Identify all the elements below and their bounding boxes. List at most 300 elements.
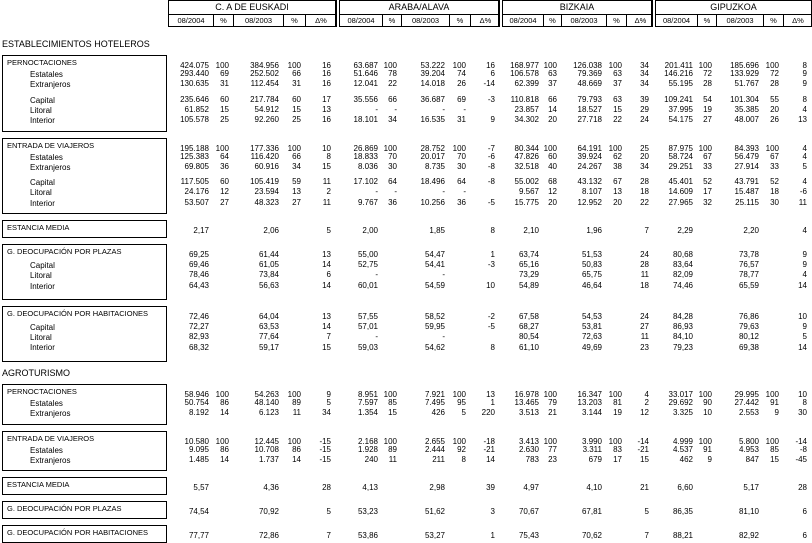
value-cell: 65,75 [581, 270, 602, 280]
value-cell: 16 [486, 61, 495, 70]
value-cell: 8.107 [581, 187, 602, 197]
row-label: Estatales [30, 152, 63, 162]
value-cell: 24 [640, 311, 649, 321]
row-label: Extranjeros [30, 80, 71, 90]
value-cell: 168.977 [510, 61, 539, 70]
value-cell: 6 [490, 69, 495, 78]
value-cell: 100 [383, 61, 397, 70]
value-cell: 34 [322, 408, 331, 418]
value-cell: 2,29 [677, 226, 693, 235]
value-cell: 10 [798, 390, 807, 399]
value-cell: 22 [388, 79, 397, 89]
value-cell: 7 [326, 332, 331, 342]
value-cell: 3 [490, 507, 495, 517]
value-cell: 8 [490, 226, 495, 235]
value-cell: 201.411 [664, 61, 693, 70]
value-cell: 23.857 [514, 104, 539, 114]
value-cell: 14 [548, 104, 557, 114]
value-cell: 783 [525, 454, 539, 464]
value-cell: 12.445 [254, 436, 279, 446]
value-cell: 51.646 [353, 69, 378, 78]
indicator-block [2, 244, 167, 300]
value-cell: 64 [457, 177, 466, 187]
value-cell: 80,12 [738, 332, 759, 342]
value-cell: 424.075 [180, 61, 209, 70]
value-cell: 5.800 [738, 436, 759, 446]
value-cell: 847 [745, 454, 759, 464]
value-cell: 1 [490, 531, 495, 541]
value-cell: 84.393 [734, 143, 759, 153]
indicator-block [2, 384, 167, 425]
value-cell: 29.995 [734, 390, 759, 399]
value-cell: 29.251 [668, 161, 693, 171]
value-cell: 30 [388, 161, 397, 171]
value-cell: 5 [326, 507, 331, 517]
value-cell: 10 [703, 408, 712, 418]
value-cell: 426 [431, 408, 445, 418]
value-cell: 10 [486, 280, 495, 290]
value-cell: 30 [798, 408, 807, 418]
value-cell: 67 [703, 151, 712, 161]
value-cell: 1.485 [188, 454, 209, 464]
value-cell: 28 [322, 483, 331, 493]
value-cell: 19 [703, 104, 712, 114]
region-header [168, 0, 336, 27]
value-cell: 89 [388, 444, 397, 454]
value-cell: 5 [326, 398, 331, 407]
value-cell: 52,75 [357, 260, 378, 269]
value-cell: 1 [490, 398, 495, 407]
block-label: ENTRADA DE VIAJEROS [7, 433, 95, 443]
value-cell: 12.041 [353, 79, 378, 89]
value-cell: 13.465 [514, 398, 539, 407]
value-cell: 11 [292, 408, 301, 418]
value-cell: 8.735 [424, 161, 445, 171]
value-cell: 34 [640, 69, 649, 78]
row-label: Capital [30, 322, 55, 332]
value-cell: 8.951 [357, 390, 378, 399]
value-cell: 14 [798, 280, 807, 290]
block-label: PERNOCTACIONES [7, 58, 77, 67]
value-cell: 100 [215, 390, 229, 399]
value-cell: 100 [287, 61, 301, 70]
value-cell: 2.655 [424, 436, 445, 446]
value-cell: -18 [483, 436, 495, 446]
section-title: AGROTURISMO [2, 368, 71, 378]
value-cell: 13 [486, 390, 495, 399]
value-cell: 63 [613, 69, 622, 78]
value-cell: 2,17 [193, 226, 209, 235]
row-label: Litoral [30, 271, 52, 281]
region-header [339, 0, 499, 27]
value-cell: -5 [487, 321, 495, 331]
value-cell: 105.419 [250, 177, 279, 187]
value-cell: 4 [802, 177, 807, 187]
value-cell: 18 [640, 280, 649, 290]
value-cell: 69.805 [184, 161, 209, 171]
block-label: G. DEOCUPACIÓN POR PLAZAS [7, 504, 122, 514]
value-cell: 18.101 [353, 115, 378, 125]
column-header: 08/2003 [402, 14, 450, 27]
value-cell: 63 [548, 69, 557, 78]
value-cell: 76,86 [738, 311, 759, 321]
value-cell: 20 [548, 115, 557, 125]
value-cell: 91 [703, 444, 712, 454]
value-cell: 4 [802, 143, 807, 153]
value-cell: 101.304 [730, 94, 759, 104]
value-cell: 61.852 [184, 104, 209, 114]
value-cell: 3.144 [581, 408, 602, 418]
row-label: Interior [30, 343, 55, 353]
value-cell: 2,98 [429, 483, 445, 493]
value-cell: 100 [765, 143, 779, 153]
value-cell: 12 [548, 187, 557, 197]
value-cell: 38 [613, 161, 622, 171]
value-cell: 14 [220, 408, 229, 418]
value-cell: 15 [322, 161, 331, 171]
column-header: 08/2004 [656, 14, 698, 27]
value-cell: 11 [798, 197, 807, 207]
value-cell: -6 [799, 187, 807, 197]
row-label: Interior [30, 198, 55, 208]
value-cell: 100 [608, 143, 622, 153]
value-cell: 86 [220, 398, 229, 407]
value-cell: 61,05 [258, 260, 279, 269]
value-cell: 100 [765, 390, 779, 399]
value-cell: 53.222 [420, 61, 445, 70]
value-cell: 679 [588, 454, 602, 464]
value-cell: 78,77 [738, 270, 759, 280]
value-cell: 23.594 [254, 187, 279, 197]
value-cell: 95 [457, 398, 466, 407]
indicator-block [2, 55, 167, 132]
value-cell: 16 [322, 69, 331, 78]
section-title: ESTABLECIMIENTOS HOTELEROS [2, 39, 150, 49]
region-title: GIPUZKOA [656, 1, 811, 15]
value-cell: 9 [490, 115, 495, 125]
value-cell: 5,17 [743, 483, 759, 493]
column-header: 08/2003 [717, 14, 764, 27]
value-cell: 2.168 [357, 436, 378, 446]
value-cell: 27.718 [577, 115, 602, 125]
value-cell: 5,57 [193, 483, 209, 493]
value-cell: 48.007 [734, 115, 759, 125]
value-cell: 13 [613, 187, 622, 197]
value-cell: 10 [798, 311, 807, 321]
value-cell: 9 [802, 69, 807, 78]
value-cell: 9 [802, 321, 807, 331]
row-label: Capital [30, 95, 55, 105]
value-cell: 64.191 [577, 143, 602, 153]
value-cell: 8.192 [188, 408, 209, 418]
value-cell: 62 [613, 151, 622, 161]
value-cell: 100 [608, 436, 622, 446]
value-cell: 48.140 [254, 398, 279, 407]
value-cell: 15.487 [734, 187, 759, 197]
value-cell: 8 [802, 94, 807, 104]
value-cell: 100 [452, 143, 466, 153]
value-cell: 185.696 [730, 61, 759, 70]
value-cell: 2,00 [362, 226, 378, 235]
value-cell: 39 [486, 483, 495, 493]
value-cell: 60 [292, 94, 301, 104]
value-cell: 80.344 [514, 143, 539, 153]
value-cell: 79 [548, 398, 557, 407]
value-cell: 67,81 [581, 507, 602, 517]
value-cell: 3.513 [518, 408, 539, 418]
value-cell: 14 [322, 260, 331, 269]
value-cell: 100 [452, 436, 466, 446]
value-cell: 63,74 [518, 250, 539, 259]
value-cell: 21 [548, 408, 557, 418]
value-cell: 23 [548, 454, 557, 464]
column-header: % [383, 14, 402, 27]
value-cell: 25 [640, 143, 649, 153]
value-cell: 13.203 [577, 398, 602, 407]
value-cell: 100 [608, 390, 622, 399]
column-header: 08/2004 [169, 14, 214, 27]
value-cell: - [442, 332, 445, 342]
value-cell: -8 [487, 177, 495, 187]
value-cell: 72,63 [581, 332, 602, 342]
value-cell: 15 [613, 104, 622, 114]
value-cell: 68,27 [518, 321, 539, 331]
value-cell: 8 [802, 61, 807, 70]
value-cell: 43.791 [734, 177, 759, 187]
value-cell: 56.479 [734, 151, 759, 161]
value-cell: 50.754 [184, 398, 209, 407]
value-cell: 69 [457, 94, 466, 104]
region-column-headers [340, 14, 498, 27]
value-cell: 52 [703, 177, 712, 187]
value-cell: 100 [698, 390, 712, 399]
value-cell: 1,96 [586, 226, 602, 235]
value-cell: 31 [457, 115, 466, 125]
value-cell: 24.267 [577, 161, 602, 171]
value-cell: 70 [388, 151, 397, 161]
value-cell: 34 [388, 115, 397, 125]
value-cell: 60 [220, 94, 229, 104]
value-cell: 13 [322, 104, 331, 114]
value-cell: 9 [802, 79, 807, 89]
value-cell: 2 [644, 398, 649, 407]
value-cell: -15 [319, 436, 331, 446]
value-cell: 14.609 [668, 187, 693, 197]
value-cell: 17.102 [353, 177, 378, 187]
value-cell: 74,54 [188, 507, 209, 517]
indicator-block [2, 220, 167, 238]
value-cell: 177.336 [250, 143, 279, 153]
value-cell: 100 [287, 390, 301, 399]
value-cell: 6 [326, 270, 331, 280]
value-cell: 100 [543, 61, 557, 70]
value-cell: 14 [322, 280, 331, 290]
value-cell: 64,04 [258, 311, 279, 321]
value-cell: 79.369 [577, 69, 602, 78]
value-cell: 73,29 [518, 270, 539, 280]
value-cell: 73,78 [738, 250, 759, 259]
block-label: G. DEOCUPACIÓN POR HABITACIONES [7, 308, 148, 318]
indicator-block [2, 477, 167, 495]
column-header: 08/2003 [234, 14, 284, 27]
column-header: Δ% [792, 16, 804, 25]
value-cell: 9 [802, 250, 807, 259]
value-cell: 5 [644, 507, 649, 517]
value-cell: 79,63 [738, 321, 759, 331]
value-cell: 28 [640, 177, 649, 187]
row-label: Estatales [30, 445, 63, 455]
value-cell: 4.537 [672, 444, 693, 454]
value-cell: 58.946 [184, 390, 209, 399]
value-cell: -14 [483, 79, 495, 89]
value-cell: 59,03 [357, 342, 378, 352]
column-header: % [607, 14, 627, 27]
value-cell: 17 [322, 94, 331, 104]
value-cell: -3 [487, 260, 495, 269]
value-cell: 80,68 [672, 250, 693, 259]
value-cell: 6,60 [677, 483, 693, 493]
value-cell: 6.123 [258, 408, 279, 418]
value-cell: 100 [383, 436, 397, 446]
value-cell: 56,63 [258, 280, 279, 290]
row-label: Litoral [30, 188, 52, 198]
value-cell: 14 [220, 454, 229, 464]
region-header [655, 0, 812, 27]
value-cell: 74,46 [672, 280, 693, 290]
value-cell: 18.527 [577, 104, 602, 114]
value-cell: 7.597 [357, 398, 378, 407]
row-label: Litoral [30, 105, 52, 115]
value-cell: 51.767 [734, 79, 759, 89]
value-cell: - [375, 187, 378, 197]
value-cell: 82,92 [738, 531, 759, 541]
value-cell: 72,46 [188, 311, 209, 321]
value-cell: 14 [292, 454, 301, 464]
value-cell: -14 [795, 436, 807, 446]
value-cell: 16.347 [577, 390, 602, 399]
value-cell: 33.017 [668, 390, 693, 399]
value-cell: 9 [774, 408, 779, 418]
value-cell: 5 [802, 332, 807, 342]
row-label: Estatales [30, 70, 63, 79]
value-cell: 20.017 [420, 151, 445, 161]
value-cell: 66 [292, 151, 301, 161]
value-cell: 16 [322, 61, 331, 70]
value-cell: 9 [707, 454, 712, 464]
value-cell: 59,17 [258, 342, 279, 352]
value-cell: 19 [613, 408, 622, 418]
value-cell: - [463, 187, 466, 197]
value-cell: 65,16 [518, 260, 539, 269]
region-column-headers [656, 14, 811, 27]
value-cell: 77,77 [188, 531, 209, 541]
value-cell: 82,09 [672, 270, 693, 280]
region-divider [336, 0, 337, 27]
value-cell: -8 [799, 444, 807, 454]
column-header: % [764, 14, 784, 27]
value-cell: 34 [640, 79, 649, 89]
value-cell: 105.578 [180, 115, 209, 125]
value-cell: - [394, 187, 397, 197]
value-cell: 26 [770, 115, 779, 125]
value-cell: 16.978 [514, 390, 539, 399]
value-cell: 1 [490, 250, 495, 259]
value-cell: 100 [215, 143, 229, 153]
value-cell: 24 [640, 115, 649, 125]
row-label: Extranjeros [30, 409, 71, 419]
row-label: Extranjeros [30, 162, 71, 172]
value-cell: 55,00 [357, 250, 378, 259]
value-cell: 77,64 [258, 332, 279, 342]
value-cell: 46,64 [581, 280, 602, 290]
value-cell: 25 [220, 115, 229, 125]
value-cell: 24 [640, 250, 649, 259]
region-title: ARABA/ALAVA [340, 1, 498, 15]
value-cell: 68 [548, 177, 557, 187]
value-cell: 50,83 [581, 260, 602, 269]
column-header: 08/2004 [503, 14, 544, 27]
value-cell: 33 [703, 161, 712, 171]
value-cell: 30 [457, 161, 466, 171]
value-cell: 116.420 [250, 151, 279, 161]
value-cell: 27.442 [734, 398, 759, 407]
column-header: % [698, 14, 717, 27]
value-cell: 58.724 [668, 151, 693, 161]
value-cell: 40 [548, 161, 557, 171]
value-cell: 106.578 [510, 69, 539, 78]
value-cell: 7 [644, 531, 649, 541]
value-cell: 33 [770, 161, 779, 171]
value-cell: 100 [543, 436, 557, 446]
value-cell: 55.195 [668, 79, 693, 89]
value-cell: 63,53 [258, 321, 279, 331]
region-header [502, 0, 652, 27]
value-cell: 4,13 [362, 483, 378, 493]
value-cell: 39.204 [420, 69, 445, 78]
column-header: % [284, 14, 306, 27]
value-cell: 100 [287, 143, 301, 153]
value-cell: 15 [770, 454, 779, 464]
value-cell: 11 [640, 270, 649, 280]
value-cell: 3.311 [582, 444, 602, 454]
value-cell: 64 [388, 177, 397, 187]
value-cell: 24.176 [184, 187, 209, 197]
value-cell: 79,23 [672, 342, 693, 352]
value-cell: 4 [802, 151, 807, 161]
value-cell: 64,43 [188, 280, 209, 290]
value-cell: 87.975 [668, 143, 693, 153]
value-cell: 55 [770, 94, 779, 104]
column-header: Δ% [634, 16, 647, 25]
value-cell: 11 [640, 332, 649, 342]
value-cell: 63 [613, 94, 622, 104]
block-label: ENTRADA DE VIAJEROS [7, 140, 95, 150]
row-label: Capital [30, 261, 55, 270]
value-cell: 27 [640, 321, 649, 331]
value-cell: 70,92 [258, 507, 279, 517]
region-title: BIZKAIA [503, 1, 651, 15]
value-cell: 57,01 [357, 321, 378, 331]
value-cell: 1.737 [258, 454, 279, 464]
value-cell: 5 [326, 226, 331, 235]
value-cell: 92.260 [254, 115, 279, 125]
value-cell: 34 [640, 161, 649, 171]
value-cell: 100 [698, 143, 712, 153]
value-cell: 3.990 [581, 436, 602, 446]
value-cell: 48.323 [254, 197, 279, 207]
value-cell: 53,27 [424, 531, 445, 541]
block-label: G. DEOCUPACIÓN POR PLAZAS [7, 247, 122, 256]
